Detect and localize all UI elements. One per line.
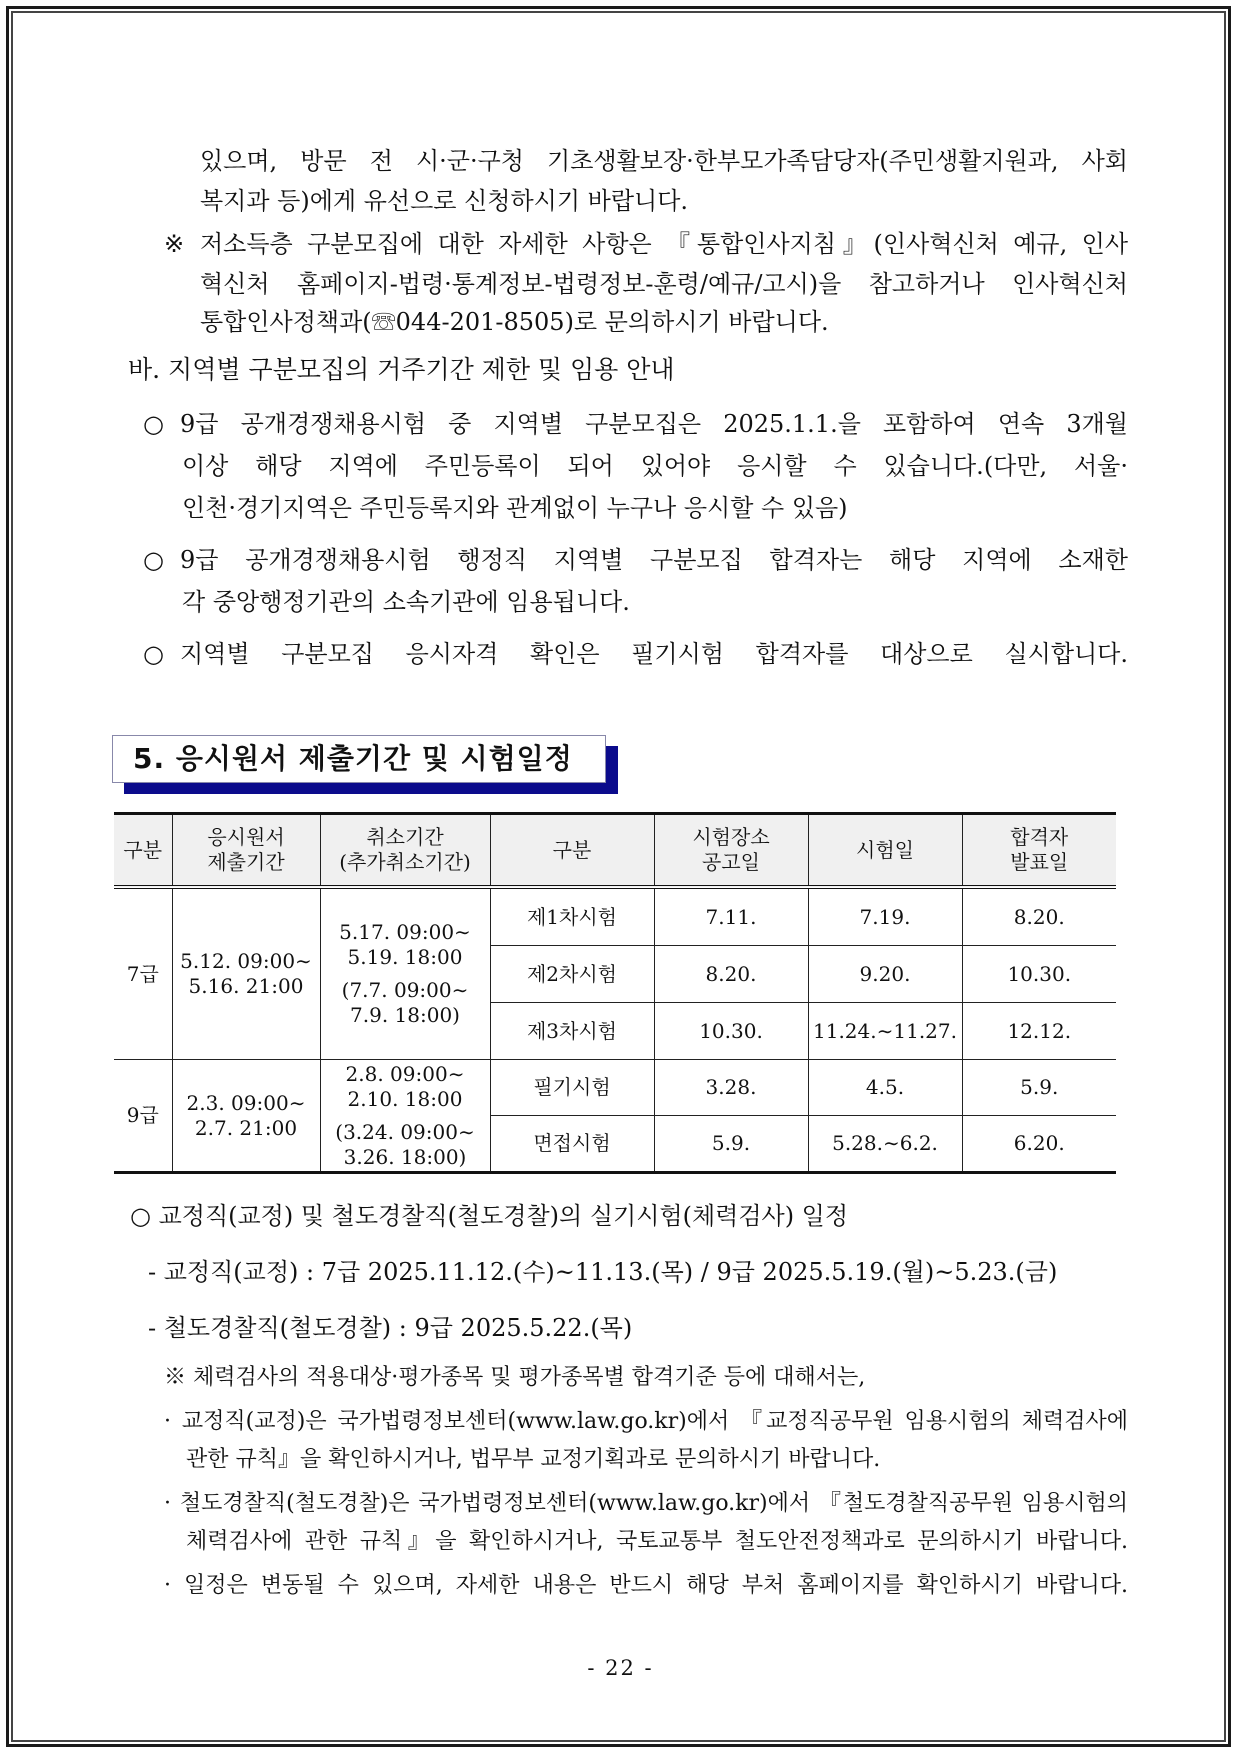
header-cell: 구분 (114, 814, 172, 888)
practical-line: - 교정직(교정) : 7급 2025.11.12.(수)~11.13.(목) / 9급 2025.5.19.(월)~5.23.(금) (148, 1258, 1058, 1286)
result-date-cell: 5.9. (962, 1060, 1116, 1116)
header-cell: 취소기간 (추가취소기간) (320, 814, 490, 888)
detail-line: 관한 규칙』을 확인하시거나, 법무부 교정기획과로 문의하시기 바랍니다. (186, 1447, 881, 1472)
stage-cell: 필기시험 (490, 1060, 654, 1116)
exam-date-cell: 5.28.∼6.2. (808, 1116, 962, 1173)
bullet-circle: ○ (143, 546, 164, 574)
stage-cell: 제1차시험 (490, 887, 654, 946)
grade-cell: 7급 (114, 887, 172, 1060)
cancel-period-cell: 5.17. 09:00∼ 5.19. 18:00 (7.7. 09:00∼ 7.9. 18:00) (320, 887, 490, 1060)
header-cell: 합격자 발표일 (962, 814, 1116, 888)
section-5-heading (112, 735, 606, 783)
table-header-row (114, 814, 1116, 888)
result-date-cell: 8.20. (962, 887, 1116, 946)
exam-date-cell: 4.5. (808, 1060, 962, 1116)
schedule-table (114, 812, 1116, 1174)
note-line: 저소득층 구분모집에 대한 자세한 사항은 『통합인사지침』(인사혁신처 예규, 인사 (200, 230, 1128, 258)
section-heading: 바. 지역별 구분모집의 거주기간 제한 및 임용 안내 (128, 355, 675, 384)
apply-period-cell: 2.3. 09:00∼ 2.7. 21:00 (172, 1060, 320, 1173)
paragraph-line: 있으며, 방문 전 시·군·구청 기초생활보장·한부모가족담당자(주민생활지원과, 사회 (200, 147, 1128, 175)
exam-date-cell: 9.20. (808, 946, 962, 1003)
paragraph-line: 복지과 등)에게 유선으로 신청하시기 바랍니다. (200, 187, 689, 215)
apply-period-cell: 5.12. 09:00∼ 5.16. 21:00 (172, 887, 320, 1060)
bullet-line: 9급 공개경쟁채용시험 행정직 지역별 구분모집 합격자는 해당 지역에 소재한 (180, 546, 1128, 574)
detail-line: · 교정직(교정)은 국가법령정보센터(www.law.go.kr)에서 『교정직공무원 임용시험의 체력검사에 (164, 1409, 1128, 1434)
practical-line: - 철도경찰직(철도경찰) : 9급 2025.5.22.(목) (148, 1314, 633, 1342)
stage-cell: 제3차시험 (490, 1003, 654, 1060)
header-cell: 응시원서 제출기간 (172, 814, 320, 888)
notice-date-cell: 3.28. (654, 1060, 808, 1116)
grade-cell: 9급 (114, 1060, 172, 1173)
notice-date-cell: 5.9. (654, 1116, 808, 1173)
notice-date-cell: 10.30. (654, 1003, 808, 1060)
section-5-title: 5. 응시원서 제출기간 및 시험일정 (133, 742, 573, 775)
detail-line: · 일정은 변동될 수 있으며, 자세한 내용은 반드시 해당 부처 홈페이지를 확인하시기 바랍니다. (164, 1573, 1128, 1598)
bullet-circle: ○ (143, 640, 164, 668)
note-line: 통합인사정책과(☏044-201-8505)로 문의하시기 바랍니다. (200, 308, 829, 336)
bullet-line: 인천·경기지역은 주민등록지와 관계없이 누구나 응시할 수 있음) (182, 494, 848, 522)
bullet-line: 9급 공개경쟁채용시험 중 지역별 구분모집은 2025.1.1.을 포함하여 연속 3개월 (180, 410, 1128, 438)
page-number: - 22 - (587, 1656, 654, 1680)
detail-line: · 철도경찰직(철도경찰)은 국가법령정보센터(www.law.go.kr)에서 『철도경찰직공무원 임용시험의 (164, 1491, 1128, 1516)
header-cell: 시험장소 공고일 (654, 814, 808, 888)
exam-date-cell: 11.24.∼11.27. (808, 1003, 962, 1060)
result-date-cell: 6.20. (962, 1116, 1116, 1173)
bullet-line: 이상 해당 지역에 주민등록이 되어 있어야 응시할 수 있습니다.(다만, 서울· (182, 452, 1128, 480)
bullet-circle: ○ (143, 410, 164, 438)
result-date-cell: 10.30. (962, 946, 1116, 1003)
notice-date-cell: 8.20. (654, 946, 808, 1003)
exam-date-cell: 7.19. (808, 887, 962, 946)
practical-title: ○ 교정직(교정) 및 철도경찰직(철도경찰)의 실기시험(체력검사) 일정 (130, 1202, 849, 1230)
table-row (114, 887, 1116, 946)
cancel-period-cell: 2.8. 09:00∼ 2.10. 18:00 (3.24. 09:00∼ 3.26. 18:00) (320, 1060, 490, 1173)
table-row (114, 1060, 1116, 1116)
note-line: 혁신처 홈페이지-법령·통계정보-법령정보-훈령/예규/고시)을 참고하거나 인사혁신처 (200, 270, 1128, 298)
practical-note: ※ 체력검사의 적용대상·평가종목 및 평가종목별 합격기준 등에 대해서는, (164, 1365, 866, 1390)
note-mark: ※ (164, 230, 185, 258)
detail-line: 체력검사에 관한 규칙』을 확인하시거나, 국토교통부 철도안전정책과로 문의하시기 바랍니다. (186, 1529, 1128, 1554)
notice-date-cell: 7.11. (654, 887, 808, 946)
result-date-cell: 12.12. (962, 1003, 1116, 1060)
stage-cell: 면접시험 (490, 1116, 654, 1173)
stage-cell: 제2차시험 (490, 946, 654, 1003)
header-cell: 구분 (490, 814, 654, 888)
bullet-line: 지역별 구분모집 응시자격 확인은 필기시험 합격자를 대상으로 실시합니다. (180, 640, 1128, 668)
bullet-line: 각 중앙행정기관의 소속기관에 임용됩니다. (182, 588, 630, 616)
header-cell: 시험일 (808, 814, 962, 888)
